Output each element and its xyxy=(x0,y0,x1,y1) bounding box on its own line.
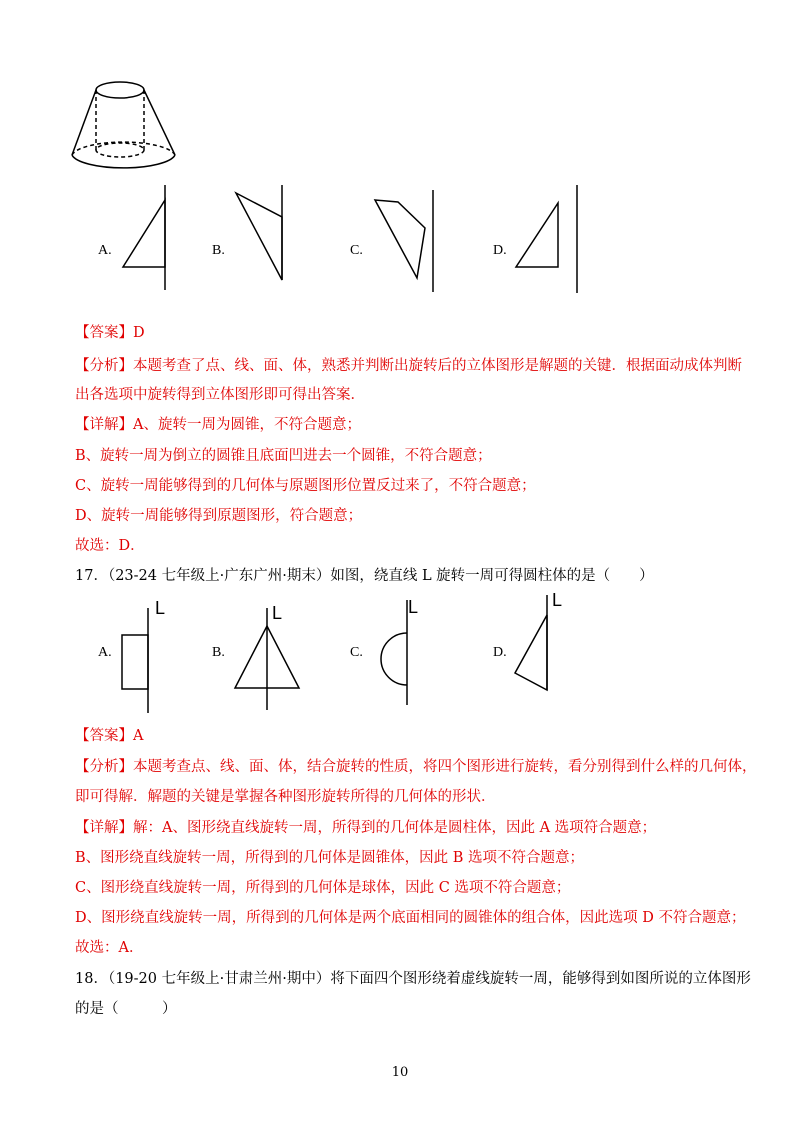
q17-detail-line-5: 故选：A． xyxy=(75,940,144,956)
q16-option-b-figure xyxy=(230,185,290,285)
q16-analysis-line-1: 【分析】本题考查了点、线、面、体，熟悉并判断出旋转后的立体图形是解题的关键．根据面动成体判断 xyxy=(75,358,742,374)
q16-option-c-figure xyxy=(370,190,440,295)
q16-option-c-label: C. xyxy=(350,243,363,258)
q16-detail-line-2: B、旋转一周为倒立的圆锥且底面凹进去一个圆锥，不符合题意； xyxy=(75,448,492,464)
q16-detail-line-3: C、旋转一周能够得到的几何体与原题图形位置反过来了，不符合题意； xyxy=(75,478,536,494)
q16-answer: 【答案】D xyxy=(75,325,145,341)
q16-option-a-figure xyxy=(115,185,175,295)
q18-question-line-1: 18．（19-20 七年级上·甘肃兰州·期中）将下面四个图形绕着虚线旋转一周，能够得到如图所说的立体图形 xyxy=(75,971,751,987)
q17-option-b-figure xyxy=(233,608,303,718)
q17-detail-line-1: 【详解】解：A、图形绕直线旋转一周，所得到的几何体是圆柱体，因此 A 选项符合题意； xyxy=(75,820,657,836)
q16-option-b-label: B. xyxy=(212,243,225,258)
q16-option-a-label: A. xyxy=(98,243,112,258)
q16-detail-line-1: 【详解】A、旋转一周为圆锥，不符合题意； xyxy=(75,417,361,433)
q17-detail-line-2: B、图形绕直线旋转一周，所得到的几何体是圆锥体，因此 B 选项不符合题意； xyxy=(75,850,585,866)
q17-question: 17．（23-24 七年级上·广东广州·期末）如图，绕直线 L 旋转一周可得圆柱体的是（ ） xyxy=(75,568,654,584)
frustum-figure xyxy=(60,70,190,180)
q17-option-a-figure xyxy=(118,608,168,718)
q16-detail-line-5: 故选：D． xyxy=(75,538,145,554)
q17-analysis-line-2: 即可得解．解题的关键是掌握各种图形旋转所得的几何体的形状． xyxy=(75,789,496,805)
q16-detail-line-4: D、旋转一周能够得到原题图形，符合题意； xyxy=(75,508,363,524)
q17-analysis-line-1: 【分析】本题考查点、线、面、体，结合旋转的性质，将四个图形进行旋转，看分别得到什么样的几何体， xyxy=(75,759,757,775)
q16-option-d-label: D. xyxy=(493,243,507,258)
q17-option-a-axis-label: L xyxy=(155,598,166,618)
q17-answer: 【答案】A xyxy=(75,728,144,744)
q17-option-b-axis-label: L xyxy=(272,603,283,623)
q17-option-b-label: B. xyxy=(212,645,225,660)
q16-option-d-figure xyxy=(510,185,585,295)
q17-option-d-axis-label: L xyxy=(552,590,563,610)
q17-option-c-label: C. xyxy=(350,645,363,660)
q17-option-d-label: D. xyxy=(493,645,507,660)
q16-analysis-line-2: 出各选项中旋转得到立体图形即可得出答案． xyxy=(75,387,365,403)
q17-detail-line-4: D、图形绕直线旋转一周，所得到的几何体是两个底面相同的圆锥体的组合体，因此选项 D 不符合题意； xyxy=(75,910,746,926)
q17-option-c-axis-label: L xyxy=(408,597,419,617)
q17-detail-line-3: C、图形绕直线旋转一周，所得到的几何体是球体，因此 C 选项不符合题意； xyxy=(75,880,571,896)
q18-question-line-2: 的是（ ） xyxy=(75,1001,177,1017)
q17-option-a-label: A. xyxy=(98,645,112,660)
page-number: 10 xyxy=(391,1065,409,1080)
